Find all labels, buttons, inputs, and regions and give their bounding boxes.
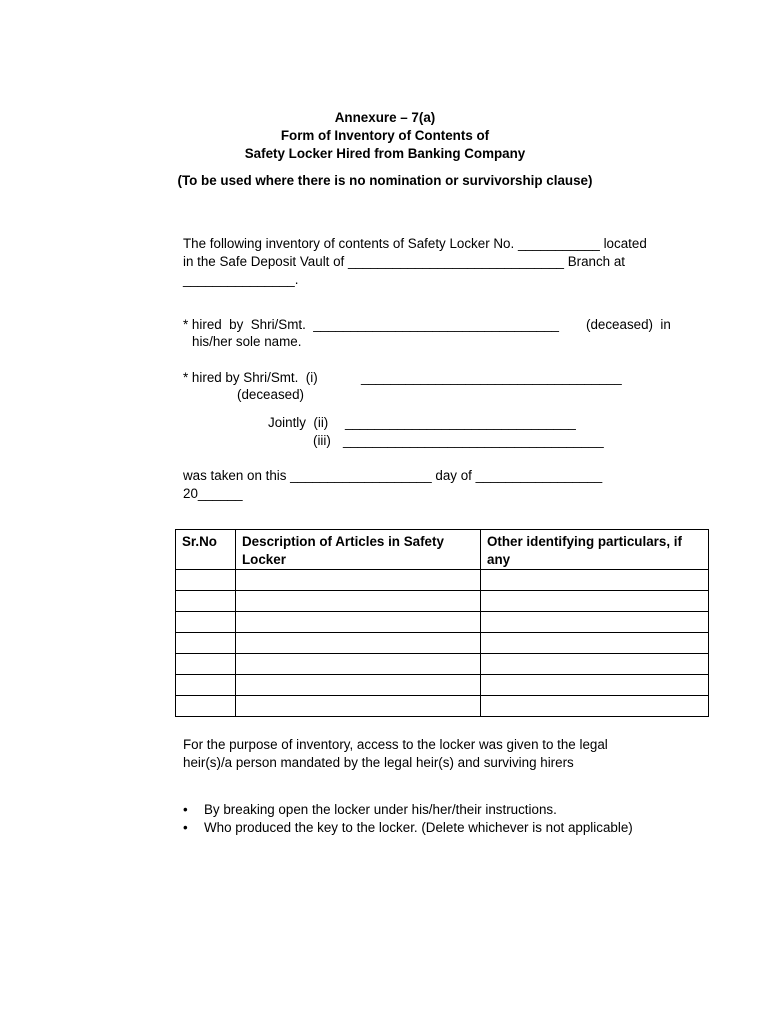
bullet-icon: • (183, 802, 188, 817)
bullet-item-key: Who produced the key to the locker. (Delete whichever is not applicable) (204, 820, 633, 835)
joint-hirer-label: * hired by Shri/Smt. (i) (183, 370, 318, 385)
cell-description[interactable] (236, 612, 481, 633)
cell-particulars[interactable] (481, 675, 709, 696)
sole-hirer-line: * hired by Shri/Smt. _________________________________ (183, 317, 559, 332)
form-title: Form of Inventory of Contents of (280, 128, 490, 143)
jointly-label: Jointly (ii) (268, 415, 329, 430)
access-note-line-2: heir(s)/a person mandated by the legal heir(s) and surviving hirers (183, 755, 574, 770)
cell-sr-no[interactable] (176, 654, 236, 675)
cell-sr-no[interactable] (176, 570, 236, 591)
cell-description[interactable] (236, 633, 481, 654)
table-row (176, 654, 709, 675)
cell-description[interactable] (236, 696, 481, 717)
cell-sr-no[interactable] (176, 612, 236, 633)
sole-hirer-name-note: his/her sole name. (192, 334, 302, 349)
table-row (176, 591, 709, 612)
intro-line-3: _______________. (183, 272, 299, 287)
cell-description[interactable] (236, 570, 481, 591)
annexure-heading: Annexure – 7(a) (334, 110, 436, 125)
cell-particulars[interactable] (481, 633, 709, 654)
cell-particulars[interactable] (481, 612, 709, 633)
header-particulars: Other identifying particulars, if any (481, 530, 709, 570)
cell-sr-no[interactable] (176, 675, 236, 696)
table-row (176, 570, 709, 591)
joint-hirer-blank-ii: _______________________________ (345, 415, 576, 430)
inventory-table-header (176, 530, 709, 570)
bullet-item-break-open: By breaking open the locker under his/her/their instructions. (204, 802, 557, 817)
joint-hirer-deceased: (deceased) (237, 387, 304, 402)
access-note-line-1: For the purpose of inventory, access to the locker was given to the legal (183, 737, 608, 752)
intro-line-1: The following inventory of contents of Safety Locker No. ___________ located (183, 236, 647, 251)
date-line-1: was taken on this ___________________ day of _________________ (183, 468, 603, 483)
cell-particulars[interactable] (481, 591, 709, 612)
date-line-2: 20______ (183, 486, 243, 501)
bullet-icon: • (183, 820, 188, 835)
cell-description[interactable] (236, 591, 481, 612)
table-row (176, 696, 709, 717)
inventory-table (175, 529, 709, 717)
table-row (176, 675, 709, 696)
intro-line-2: in the Safe Deposit Vault of _____________________________ Branch at (183, 254, 626, 269)
cell-sr-no[interactable] (176, 696, 236, 717)
cell-particulars[interactable] (481, 570, 709, 591)
cell-description[interactable] (236, 675, 481, 696)
cell-description[interactable] (236, 654, 481, 675)
usage-note: (To be used where there is no nomination or survivorship clause) (177, 173, 593, 188)
table-row (176, 612, 709, 633)
cell-sr-no[interactable] (176, 633, 236, 654)
cell-sr-no[interactable] (176, 591, 236, 612)
joint-hirer-blank-iii: ___________________________________ (343, 433, 604, 448)
sole-hirer-deceased: (deceased) in (586, 317, 671, 332)
joint-hirer-blank-i: ___________________________________ (361, 370, 622, 385)
cell-particulars[interactable] (481, 654, 709, 675)
table-row (176, 633, 709, 654)
cell-particulars[interactable] (481, 696, 709, 717)
header-sr-no: Sr.No (176, 530, 236, 570)
header-description: Description of Articles in Safety Locker (236, 530, 481, 570)
joint-hirer-label-iii: (iii) (313, 433, 331, 448)
form-subtitle: Safety Locker Hired from Banking Company (244, 146, 526, 161)
